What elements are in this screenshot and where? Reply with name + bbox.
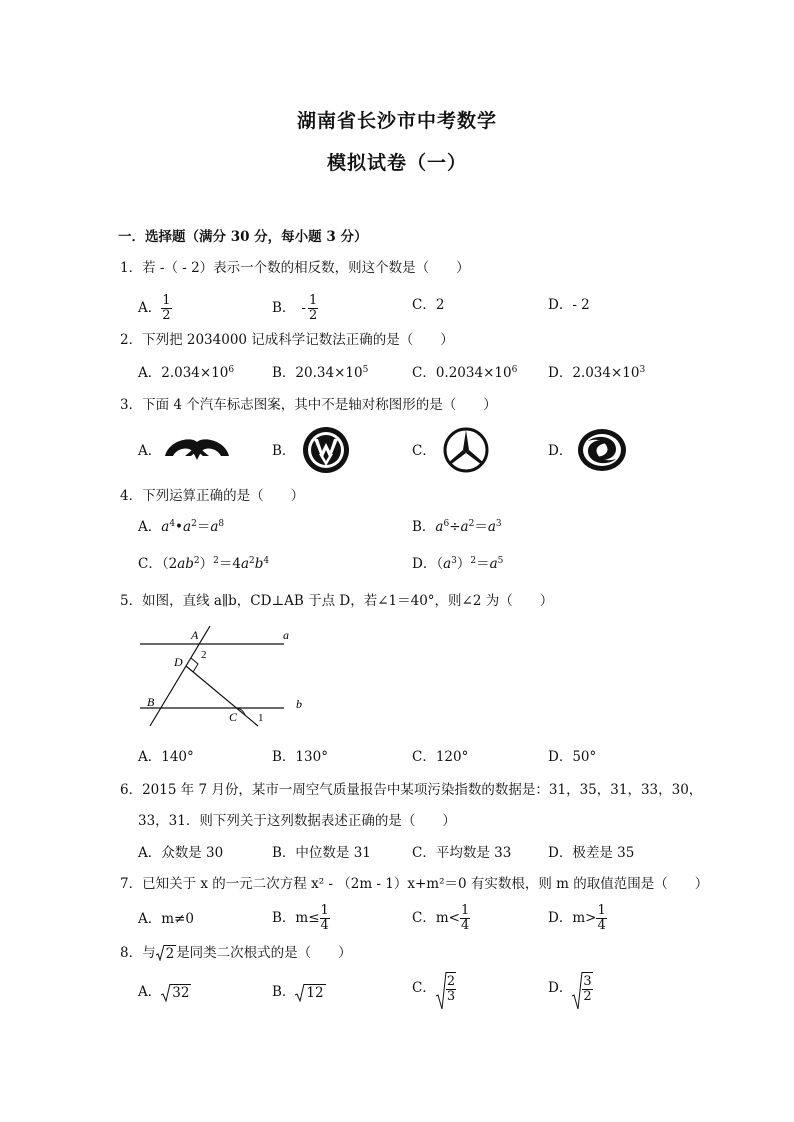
question-6-option-b[interactable]: B．中位数是 31 [272, 845, 371, 861]
denominator: 2 [162, 308, 171, 323]
question-6-stem-line1: 6．2015 年 7 月份，某市一周空气质量报告中某项污染指数的数据是：31，35，31，33，30， [120, 782, 703, 798]
question-6-option-a[interactable]: A．众数是 30 [138, 845, 224, 861]
question-5-option-a[interactable]: A．140° [138, 749, 194, 765]
question-3-option-b[interactable]: B． [272, 443, 296, 459]
denominator: 3 [446, 989, 456, 1004]
question-4-option-c[interactable]: C．$(2ab^2)^2=4a^2b^4$ [138, 556, 270, 572]
question-5-option-d[interactable]: D．50° [548, 749, 597, 765]
question-8-stem [120, 944, 352, 963]
numerator: 1 [320, 903, 329, 918]
denominator: 4 [460, 918, 470, 933]
option-label: D． [548, 980, 573, 996]
question-7-option-a[interactable]: A．m≠0 [138, 911, 194, 927]
question-7-option-c[interactable] [412, 904, 470, 933]
question-7-option-d[interactable] [548, 904, 607, 933]
question-2-option-d[interactable] [548, 364, 645, 382]
label-line-b: b [296, 697, 302, 711]
fraction [596, 904, 606, 933]
radicand: 32 [172, 984, 190, 1001]
stem-text: 是同类二次根式的是（ ） [176, 945, 352, 961]
option-text: B．20.34×10 [272, 365, 363, 381]
question-3-option-d[interactable]: D． [548, 443, 573, 459]
option-label: D． [412, 556, 437, 572]
question-4-option-b[interactable]: B．$a^6\div a^2=a^3$ [412, 519, 502, 535]
question-3-option-a[interactable]: A． [138, 443, 162, 459]
sqrt-symbol [161, 984, 191, 1002]
fraction [446, 972, 456, 1004]
exponent: 5 [362, 365, 369, 375]
numerator: 3 [583, 974, 592, 989]
volkswagen-logo-icon [301, 426, 351, 474]
option-label: A． [138, 984, 162, 1000]
numerator: 1 [460, 903, 470, 918]
fraction [582, 972, 592, 1004]
page-title-line1: 湖南省长沙市中考数学 [296, 110, 497, 132]
question-6-option-d[interactable]: D．极差是 35 [548, 845, 635, 861]
stem-text: 8．与 [120, 945, 156, 961]
radicand: 2 [165, 945, 175, 962]
option-text: C．0.2034×10 [412, 365, 512, 381]
dongfeng-logo-icon [576, 427, 628, 473]
fraction [320, 904, 330, 933]
label-A: A [191, 628, 199, 642]
exponent: 6 [228, 365, 235, 375]
question-5-option-b[interactable]: B．130° [272, 749, 328, 765]
question-8-option-d[interactable] [548, 972, 593, 1004]
label-C: C [229, 710, 238, 724]
denominator: 4 [320, 918, 329, 933]
question-1-option-c[interactable]: C．2 [412, 297, 445, 313]
mercedes-logo-icon [440, 426, 492, 474]
page-title-line2: 模拟试卷（一） [326, 152, 467, 174]
question-1-option-d[interactable]: D．- 2 [548, 297, 590, 313]
question-7-stem: 7．已知关于 x 的一元二次方程 x² - （2m - 1）x+m²＝0 有实数根，则 m 的取值范围是（ ） [120, 876, 709, 892]
sqrt-symbol [436, 972, 456, 1004]
option-text: D．2.034×10 [548, 365, 640, 381]
denominator: 4 [597, 918, 606, 933]
option-label: A． [138, 300, 162, 316]
minus-sign: - [301, 300, 306, 316]
question-8-option-b[interactable] [272, 983, 326, 1002]
question-2-option-c[interactable] [412, 364, 517, 382]
option-label: B． [412, 519, 436, 535]
section-heading: 一．选择题（满分 30 分，每小题 3 分） [118, 229, 368, 245]
question-2-option-a[interactable] [138, 364, 234, 382]
question-4-option-d[interactable]: D．$(a^3)^2=a^5$ [412, 556, 504, 572]
fraction [161, 294, 171, 323]
numerator: 1 [597, 903, 606, 918]
option-label: C． [412, 980, 436, 996]
option-label: D．m> [548, 910, 597, 926]
question-6-stem-line2: 33，31．则下列关于这列数据表述正确的是（ ） [138, 813, 456, 829]
infiniti-logo-icon [163, 434, 231, 468]
parallel-lines-figure [134, 622, 314, 730]
numerator: 1 [162, 293, 171, 308]
option-label: B． [272, 300, 296, 316]
fraction [308, 294, 318, 323]
sqrt-symbol [156, 945, 177, 963]
option-label: B． [272, 984, 296, 1000]
label-line-a: a [283, 628, 289, 642]
option-label: C． [138, 556, 162, 572]
exponent: 6 [511, 365, 518, 375]
question-2-option-b[interactable] [272, 364, 368, 382]
radicand: 12 [306, 984, 324, 1001]
question-4-stem: 4．下列运算正确的是（ ） [120, 488, 305, 504]
option-label: C．m< [412, 910, 460, 926]
fraction [460, 904, 470, 933]
label-B: B [147, 695, 155, 709]
sqrt-symbol [295, 984, 325, 1002]
question-8-option-c[interactable] [412, 972, 456, 1004]
question-1-stem: 1．若 -（ - 2）表示一个数的相反数，则这个数是（ ） [120, 260, 470, 276]
option-label: A． [138, 519, 162, 535]
question-1-option-b[interactable] [272, 294, 318, 323]
question-7-option-b[interactable] [272, 904, 330, 933]
numerator: 2 [446, 974, 456, 989]
question-1-option-a[interactable] [138, 294, 172, 323]
option-label: B．m≤ [272, 910, 320, 926]
denominator: 2 [308, 308, 318, 323]
numerator: 1 [308, 293, 318, 308]
question-3-option-c[interactable]: C． [412, 443, 436, 459]
question-3-stem: 3．下面 4 个汽车标志图案，其中不是轴对称图形的是（ ） [120, 397, 497, 413]
question-5-stem: 5．如图，直线 a∥b，CD⊥AB 于点 D，若∠1＝40°，则∠2 为（ ） [120, 593, 554, 609]
question-6-option-c[interactable]: C．平均数是 33 [412, 845, 512, 861]
option-text: A．2.034×10 [138, 365, 229, 381]
label-D: D [174, 655, 183, 669]
question-8-option-a[interactable] [138, 983, 191, 1002]
label-angle-2: 2 [201, 649, 207, 661]
question-5-option-c[interactable]: C．120° [412, 749, 469, 765]
question-2-stem: 2．下列把 2034000 记成科学记数法正确的是（ ） [120, 332, 454, 348]
exponent: 3 [639, 365, 646, 375]
question-4-option-a[interactable]: A．$a^4•a^2=a^8$ [138, 519, 225, 535]
label-angle-1: 1 [258, 712, 264, 724]
sqrt-symbol [572, 972, 592, 1004]
denominator: 2 [583, 989, 592, 1004]
